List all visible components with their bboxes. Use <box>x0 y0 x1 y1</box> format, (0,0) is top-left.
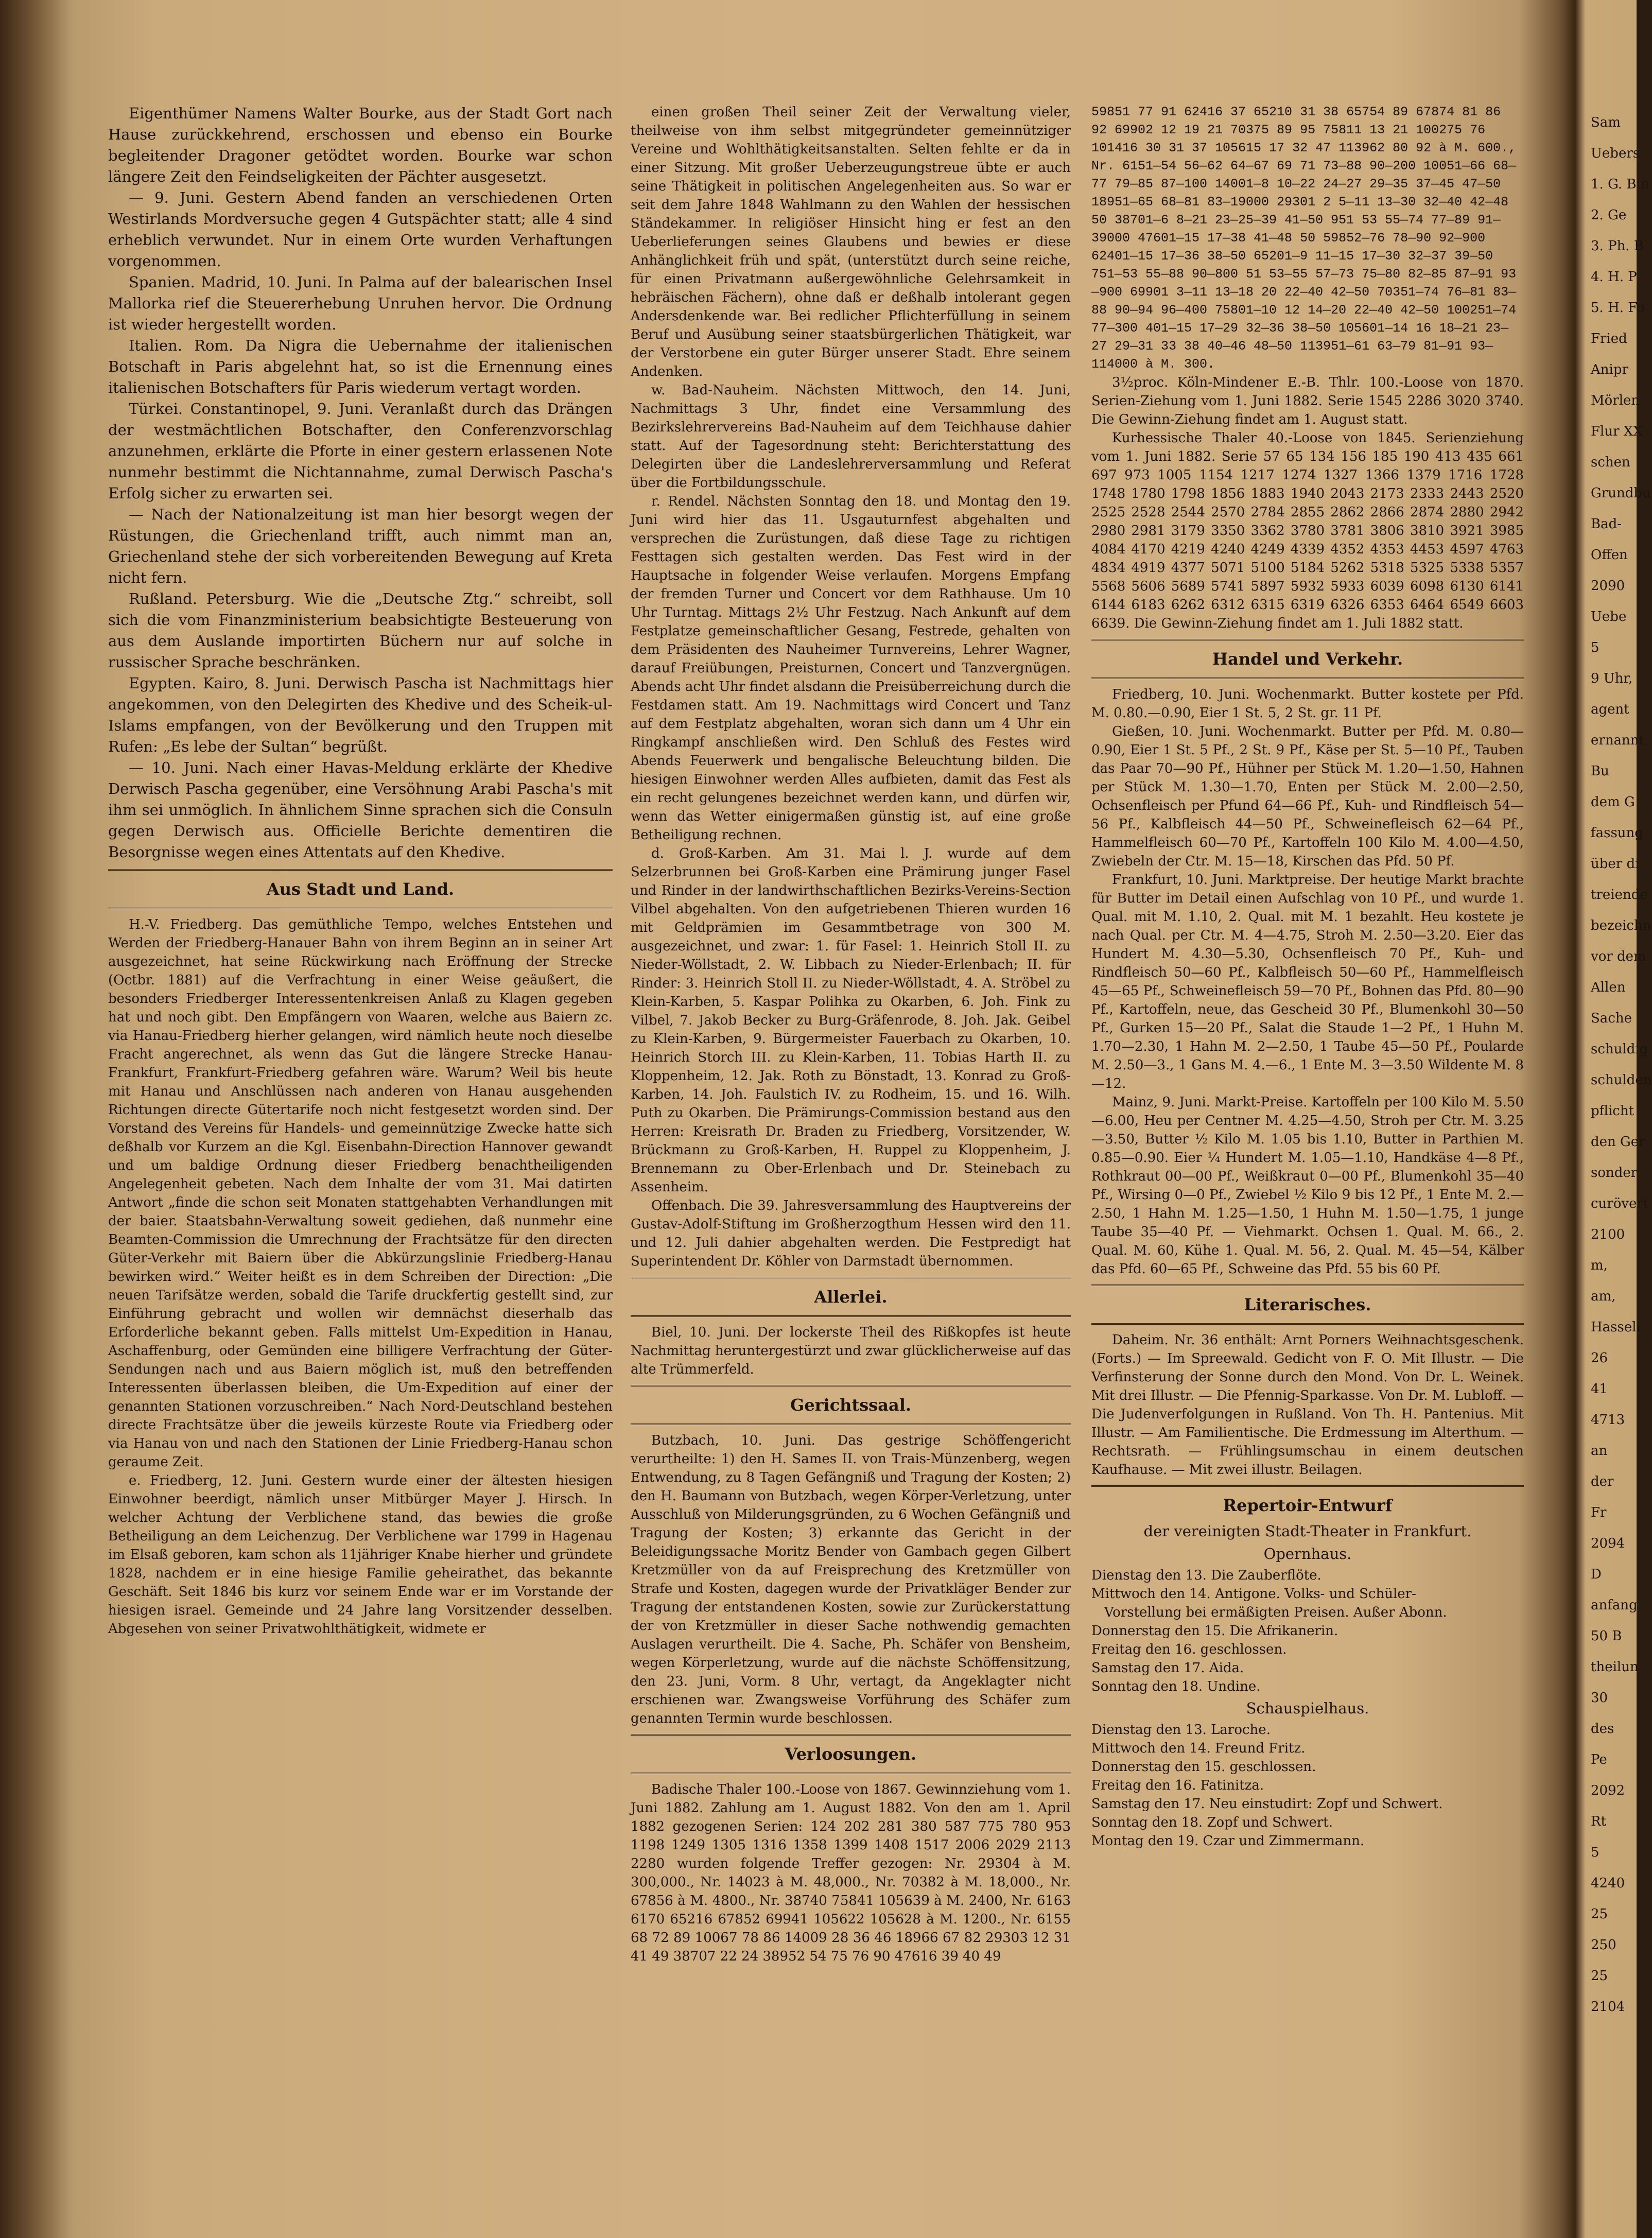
edge-fragment: 2. Ge <box>1591 207 1627 223</box>
local-news <box>108 915 613 1638</box>
edge-fragment: Rt <box>1591 1814 1607 1829</box>
edge-fragment: schulden <box>1591 1072 1652 1088</box>
edge-fragment: 2100 <box>1591 1227 1625 1242</box>
opernhaus-heading: Opernhaus. <box>1263 1545 1352 1563</box>
edge-fragment: sonder <box>1591 1165 1638 1181</box>
edge-fragment: 5 <box>1591 640 1599 655</box>
opernhaus-entry: Donnerstag den 15. Die Afrikanerin. <box>1091 1623 1338 1639</box>
local-news-paragraph: H.-V. Friedberg. Das gemüthliche Tempo, welches Entstehen und Werden der Friedberg-Hanauer Bahn von ihrem Beginn an in seiner Art ausgezeichnet, hat seine Rückwirkung nach Eröffnung der Strecke (Octbr. 1881) auf die Verfrachtung in einer Weise geäußert, die besonders Friedberger Interessentenkreisen Anlaß zu Klagen gegeben hat und noch gibt. Den Empfängern von Waaren, welche aus Baiern zc. via Hanau-Friedberg hierher gelangen, wird nämlich heute noch dieselbe Fracht angerechnet, als wenn das Gut die längere Strecke Hanau-Frankfurt, Frankfurt-Friedberg gefahren wäre. Warum? Weil bis heute mit Hanau und Anschlüssen nach anderen von Hanau ausgehenden Richtungen directe Gütertarife noch nicht festgesetzt worden sind. Der Vorstand des Vereins für Handels- und gemeinnützige Zwecke hatte sich deßhalb vor Kurzem an die Kgl. Eisenbahn-Direction Hannover gewandt und um baldige Ordnung dieser Friedberg benachtheiligenden Angelegenheit gebeten. Nach dem Inhalte der vom 31. Mai datirten Antwort „finde die schon seit Monaten stattgehabten Verhandlungen mit der baier. Staatsbahn-Verwaltung soweit gediehen, daß nunmehr eine Beamten-Commission die Umrechnung der Frachtsätze für den directen Güter-Verkehr mit Baiern über die Abkürzungslinie Friedberg-Hanau bewirken wird.“ Weiter heißt es in dem Schreiben der Direction: „Die neuen Tarifsätze werden, sobald die Tarife druckfertig gestellt sind, zur Einführung gebracht und wollen wir demnächst dieserhalb das Erforderliche bekannt geben. Falls mittelst Um-Expedition in Hanau, Aschaffenburg, oder Gemünden eine billigere Verfrachtung der Güter-Sendungen nach und aus Baiern möglich ist, muß den betreffenden Interessenten überlassen bleiben, die Um-Expedition auf einer der genannten Stationen vorzuschreiben.“ Nach Nord-Deutschland bestehen directe Frachtsätze über die jeweils kürzeste Route via Friedberg oder via Hanau von und nach den Stationen der Linie Friedberg-Hanau schon geraume Zeit. <box>108 917 613 1470</box>
lottery-number-list: 59851 77 91 62416 37 65210 31 38 65754 89 67874 81 86 92 69902 12 19 21 70375 89 95 75811 13 21 100275 76 101416 30 31 37 105615 17 32 47 113962 80 92 à M. 600., Nr. 6151—54 56—62 64—67 69 71 73—88 90—200 10051—66 68—77 79—85 87—100 14001—8 10—22 24—27 29—35 37—45 47—50 18951—65 68—81 83—19000 29301 2 5—11 13—30 32—40 42—48 50 38701—6 8—21 23—25—39 41—50 951 53 55—74 77—89 91—39000 47601—15 17—38 41—48 50 59852—76 78—90 92—900 62401—15 17—36 38—50 65201—9 11—15 17—30 32—37 39—50 751—53 55—88 90—800 51 53—55 57—73 75—80 82—85 87—91 93—900 69901 3—11 13—18 20 22—40 42—50 70351—74 76—81 83—88 90—94 96—400 75801—10 12 14—20 22—40 42—50 100251—74 77—300 401—15 17—29 32—36 38—50 105601—14 16 18—21 23—27 29—31 33 38 40—46 48—50 113951—61 63—79 81—91 93—114000 à M. 300. <box>1091 105 1517 372</box>
edge-fragment: 3. Ph. B <box>1591 238 1644 254</box>
edge-fragment: pflicht <box>1591 1103 1634 1119</box>
market-report-paragraph: Mainz, 9. Juni. Markt-Preise. Kartoffeln per 100 Kilo M. 5.50—6.00, Heu per Centner M. 4.25—4.50, Stroh per Ctr. M. 3.25—3.50, Butter ½ Kilo M. 1.05 bis 1.10, Butter in Parthien M. 0.85—0.90. Eier ¼ Hundert M. 1.05—1.10, Handkäse 4—8 Pf., Rothkraut 00—00 Pf., Weißkraut 0—00 Pf., Blumenkohl 35—40 Pf., Wirsing 0—0 Pf., Zwiebel ½ Kilo 9 bis 12 Pf., 1 Ente M. 2.—2.50, 1 Hahn M. 1.25—1.50, 1 Huhn M. 1.50—1.75, 1 junge Taube 35—40 Pf. — Viehmarkt. Ochsen 1. Qual. M. 66., 2. Qual. M. 60, Kühe 1. Qual. M. 56, 2. Qual. M. 45—54, Kälber das Pfd. 60—65 Pf., Schweine das Pfd. 55 bis 60 Pf. <box>1091 1095 1524 1277</box>
news-paragraph: Türkei. Constantinopel, 9. Juni. Veranlaßt durch das Drängen der westmächtlichen Botschafter, den Conferenzvorschlag anzunehmen, erklärte die Pforte in einer gestern erlassenen Note nunmehr bestimmt die Nichtannahme, zumal Derwisch Pascha's Erfolg sicher zu erwarten sei. <box>108 400 613 502</box>
market-report-paragraph: Frankfurt, 10. Juni. Marktpreise. Der heutige Markt brachte für Butter im Detail einen Aufschlag von 10 Pf., und wurde 1. Qual. mit M. 1.10, 2. Qual. mit M. 1 bezahlt. Heu kostete je nach Qual. per Ctr. M. 4—4.75, Stroh M. 2.50—3.20. Eier das Hundert M. 4.30—5.30, Ochsenfleisch 70 Pf., Kuh- und Rindfleisch 50—60 Pf., Kalbfleisch 50—60 Pf., Hammelfleisch 45—65 Pf., Schweinefleisch 59—70 Pf., Bohnen das Pfd. 80—90 Pf., Kartoffeln, neue, das Gescheid 30 Pf., Blumenkohl 30—50 Pf., Gurken 15—20 Pf., Salat die Staude 1—2 Pf., 1 Huhn M. 1.70—2.30, 1 Hahn M. 2—2.50, 1 Taube 45—50 Pf., Poularde M. 2.50—3., 1 Gans M. 4.—6., 1 Ente M. 3—3.50 Wildente M. 8—12. <box>1091 872 1524 1091</box>
market-report-paragraph: Friedberg, 10. Juni. Wochenmarkt. Butter kostete per Pfd. M. 0.80.—0.90, Eier 1 St. 5, 2 St. gr. 11 Pf. <box>1091 687 1524 721</box>
divider <box>631 1773 1071 1774</box>
edge-fragment: 41 <box>1591 1381 1608 1397</box>
edge-fragment: 30 <box>1591 1690 1608 1706</box>
verloosung-koeln-mindener: 3½proc. Köln-Mindener E.-B. Thlr. 100.-Loose von 1870. Serien-Ziehung vom 1. Juni 1882. Serie 1545 2286 3020 3740. Die Gewinn-Ziehung findet am 1. August statt. <box>1091 375 1524 427</box>
heading-verloosungen: Verloosungen. <box>785 1744 917 1764</box>
divider <box>1091 1323 1524 1325</box>
heading-allerlei: Allerlei. <box>814 1287 888 1307</box>
schauspielhaus-heading: Schauspielhaus. <box>1246 1699 1369 1717</box>
schauspielhaus-schedule <box>1091 1721 1524 1850</box>
news-paragraph: — Nach der Nationalzeitung ist man hier besorgt wegen der Rüstungen, die Griechenland trifft, auch nimmt man an, Griechenland stehe der sich vorbereitenden Bewegung auf Kreta nicht fern. <box>108 506 613 586</box>
news-paragraph: Spanien. Madrid, 10. Juni. In Palma auf der balearischen Insel Mallorka rief die Steuererhebung Unruhen hervor. Die Ordnung ist wieder hergestellt worden. <box>108 273 613 333</box>
local-news-paragraph: r. Rendel. Nächsten Sonntag den 18. und Montag den 19. Juni wird hier das 11. Usgauturnfest abgehalten und versprechen die Zurüstungen, daß diese Tage zu richtigen Festtagen sich gestalten werden. Das Fest wird in der Hauptsache in folgender Weise verlaufen. Morgens Empfang der fremden Turner und Concert vor dem Rathhause. Um 10 Uhr Turntag. Mittags 2½ Uhr Festzug. Nach Ankunft auf dem Festplatze gemeinschaftlicher Gesang, Festrede, gehalten von dem Präsidenten des Nauheimer Turnvereins, Lehrer Wagner, darauf Freiübungen, Preisturnen, Concert und Tanzvergnügen. Abends acht Uhr findet alsdann die Preisüberreichung durch die Festdamen statt. Am 19. Nachmittags wird Concert und Tanz auf dem Festplatz abgehalten, woran sich dann um 4 Uhr ein Ringkampf anschließen wird. Den Schluß des Festes wird Abends Feuerwerk und bengalische Beleuchtung bilden. Die hiesigen Einwohner werden Alles aufbieten, damit das Fest als ein recht gelungenes bezeichnet werden kann, und dürfen wir, wenn das Wetter einigermaßen günstig ist, auf eine große Betheiligung rechnen. <box>631 494 1071 843</box>
local-news-paragraph: Offenbach. Die 39. Jahresversammlung des Hauptvereins der Gustav-Adolf-Stiftung im Großherzogthum Hessen wird den 11. und 12. Juli dahier abgehalten werden. Die Festpredigt hat Superintendent Dr. Köhler von Darmstadt übernommen. <box>631 1198 1071 1269</box>
edge-fragment: Mörlen <box>1591 393 1640 408</box>
edge-fragment: theilun <box>1591 1659 1639 1675</box>
divider <box>631 1315 1071 1317</box>
edge-fragment: treiende <box>1591 887 1648 903</box>
edge-fragment: Hasseli <box>1591 1320 1641 1335</box>
news-paragraph: Egypten. Kairo, 8. Juni. Derwisch Pascha ist Nachmittags hier angekommen, von den Delegirten des Khedive und des Scheik-ul-Islams empfangen, von der Bevölkerung und den Truppen mit Rufen: „Es lebe der Sultan“ begrüßt. <box>108 674 613 755</box>
opernhaus-entry: Dienstag den 13. Die Zauberflöte. <box>1091 1568 1321 1583</box>
edge-fragment: 2104 <box>1591 1999 1625 2015</box>
edge-fragment: 9 Uhr, <box>1591 671 1633 686</box>
edge-fragment: 4240 <box>1591 1876 1625 1891</box>
opernhaus-entry: Vorstellung bei ermäßigten Preisen. Außer Abonn. <box>1091 1605 1447 1620</box>
edge-fragment: Grundbu <box>1591 485 1651 501</box>
edge-fragment: 5. H. Fo <box>1591 300 1645 316</box>
edge-fragment: Pe <box>1591 1752 1607 1767</box>
edge-fragment: bezeichn <box>1591 918 1651 933</box>
edge-fragment: Sam <box>1591 115 1621 130</box>
divider <box>631 1385 1071 1386</box>
edge-fragment: Fr <box>1591 1505 1607 1520</box>
verloosung-kurhessische-thaler: Kurhessische Thaler 40.-Loose von 1845. Serienziehung vom 1. Juni 1882. Serie 57 65 134 156 185 190 413 435 661 697 973 1005 1154 1217 1274 1327 1366 1379 1716 1728 1748 1780 1798 1856 1883 1940 2043 2173 2333 2443 2520 2525 2528 2544 2570 2784 2855 2862 2866 2874 2880 2942 2980 2981 3179 3350 3362 3780 3781 3806 3810 3921 3985 4084 4170 4219 4240 4249 4339 4352 4353 4453 4597 4763 4834 4919 4377 5071 5100 5184 5262 5318 5325 5338 5357 5568 5606 5689 5741 5897 5932 5933 6039 6098 6130 6141 6144 6183 6262 6312 6315 6319 6326 6353 6464 6549 6603 6639. Die Gewinn-Ziehung findet am 1. Juli 1882 statt. <box>1091 430 1524 631</box>
edge-fragment: Flur XX <box>1591 424 1643 439</box>
market-report-paragraph: Gießen, 10. Juni. Wochenmarkt. Butter per Pfd. M. 0.80—0.90, Eier 1 St. 5 Pf., 2 St. 9 Pf., Käse per St. 5—10 Pf., Tauben das Paar 70—90 Pf., Hühner per Stück M. 1.20—1.50, Hahnen per Stück M. 1.30—1.70, Enten per Stück M. 2.00—2.50, Ochsenfleisch per Pfund 64—66 Pf., Kuh- und Rindfleisch 54—56 Pf., Kalbfleisch 44—50 Pf., Schweinefleisch 62—64 Pf., Hammelfleisch 60—70 Pf., Kartoffeln 100 Kilo M. 4.00—4.50, Zwiebeln der Ctr. M. 15—18, Kirschen das Pfd. 50 Pf. <box>1091 724 1524 869</box>
foreign-news <box>108 103 613 863</box>
edge-fragment: 250 <box>1591 1937 1616 1953</box>
edge-fragment: 2092 <box>1591 1783 1625 1798</box>
adjacent-page-edge <box>1591 103 1652 2162</box>
heading-repertoir-entwurf: Repertoir-Entwurf <box>1223 1496 1393 1515</box>
edge-fragment: 5 <box>1591 1845 1599 1860</box>
edge-fragment: curövert <box>1591 1196 1649 1211</box>
edge-fragment: 1. G. Bin <box>1591 177 1649 192</box>
news-paragraph: Rußland. Petersburg. Wie die „Deutsche Ztg.“ schreibt, soll sich die vom Finanzministerium beabsichtigte Besteuerung von aus dem Auslande importirten Büchern nur auf solche in russischer Sprache beschränken. <box>108 590 613 671</box>
column-3 <box>1091 103 1524 2162</box>
heading-aus-stadt-und-land: Aus Stadt und Land. <box>266 879 455 899</box>
literarisches-text: Daheim. Nr. 36 enthält: Arnt Porners Weihnachtsgeschenk. (Forts.) — Im Spreewald. Gedicht von F. O. Mit Illustr. — Die Verfinsterung der Sonne durch den Mond. Von Dr. L. Weinek. Mit drei Illustr. — Die Pfennig-Sparkasse. Von Dr. M. Lubloff. — Die Judenverfolgungen in Rußland. Von Th. H. Pantenius. Mit Illustr. — Am Familientische. Die Erdmessung im Alterthum. — Rechtsrath. — Frühlingsumschau in einem deutschen Kaufhause. — Mit zwei illustr. Beilagen. <box>1091 1332 1524 1478</box>
local-news-continued <box>631 103 1071 1271</box>
heading-literarisches: Literarisches. <box>1244 1295 1371 1314</box>
edge-fragment: Uebe <box>1591 609 1627 624</box>
divider <box>631 1734 1071 1736</box>
local-news-paragraph: d. Groß-Karben. Am 31. Mai l. J. wurde auf dem Selzerbrunnen bei Groß-Karben eine Prämirung junger Fasel und Rinder in der landwirthschaftlichen Bezirks-Vereins-Section Vilbel abgehalten. Von den aufgetriebenen Thieren wurden 16 mit Geldprämien im Gesammtbetrage von 300 M. ausgezeichnet, und zwar: 1. für Fasel: 1. Heinrich Stoll II. zu Nieder-Wöllstadt, 2. W. Libbach zu Nieder-Erlenbach; II. für Rinder: 3. Heinrich Stoll II. zu Nieder-Wöllstadt, 4. A. Ströbel zu Klein-Karben, 5. Kaspar Polihka zu Okarben, 6. Joh. Fink zu Vilbel, 7. Jakob Becker zu Burg-Gräfenrode, 8. Joh. Jak. Geibel zu Klein-Karben, 9. Bürgermeister Fauerbach zu Okarben, 10. Heinrich Storch III. zu Klein-Karben, 11. Tobias Harth II. zu Kloppenheim, 12. Jak. Roth zu Bönstadt, 13. Konrad zu Groß-Karben, 14. Joh. Faulstich IV. zu Rodheim, 15. und 16. Wilh. Puth zu Okarben. Die Prämirungs-Commission bestand aus den Herren: Kreisrath Dr. Braden zu Friedberg, Vorsitzender, W. Brückmann zu Groß-Karben, H. Ruppel zu Kloppenheim, J. Brennemann zu Ober-Erlenbach und Dr. Steinebach zu Assenheim. <box>631 846 1071 1195</box>
schauspielhaus-entry: Donnerstag den 15. geschlossen. <box>1091 1759 1316 1775</box>
edge-fragment: 4. H. P <box>1591 269 1637 285</box>
edge-fragment: schuldig <box>1591 1042 1648 1057</box>
schauspielhaus-entry: Montag den 19. Czar und Zimmermann. <box>1091 1833 1365 1849</box>
edge-fragment: schen <box>1591 455 1630 470</box>
edge-fragment: D <box>1591 1567 1602 1582</box>
opernhaus-entry: Sonntag den 18. Undine. <box>1091 1679 1261 1694</box>
edge-fragment: Offen <box>1591 547 1628 563</box>
divider <box>631 1277 1071 1278</box>
heading-gerichtssaal: Gerichtssaal. <box>790 1395 912 1415</box>
edge-fragment: 50 B <box>1591 1628 1622 1644</box>
divider <box>1091 678 1524 679</box>
divider <box>1091 639 1524 640</box>
divider <box>1091 1285 1524 1286</box>
schauspielhaus-entry: Sonntag den 18. Zopf und Schwert. <box>1091 1815 1333 1830</box>
market-reports <box>1091 685 1524 1278</box>
local-news-paragraph: e. Friedberg, 12. Juni. Gestern wurde einer der ältesten hiesigen Einwohner beerdigt, nämlich unser Mitbürger Mayer J. Hirsch. In welcher Achtung der Verblichene stand, das bewies die große Betheiligung an dem Leichenzug. Der Verblichene war 1799 in Hagenau im Elsaß geboren, kam schon als 11jähriger Knabe hierher und gründete 1828, nachdem er in eine hiesige Familie geheirathet, das bekannte Geschäft. Seit 1846 bis kurz vor seinem Ende war er im Vorstande der hiesigen israel. Gemeinde und 24 Jahre lang Vorsitzender desselben. Abgesehen von seiner Privatwohlthätigkeit, widmete er <box>108 1473 613 1637</box>
edge-fragment: ernannt <box>1591 733 1644 748</box>
edge-fragment: der <box>1591 1474 1614 1489</box>
schauspielhaus-entry: Freitag den 16. Fatinitza. <box>1091 1778 1264 1793</box>
edge-fragment: Bu <box>1591 764 1609 779</box>
edge-fragment: 4713 <box>1591 1412 1625 1428</box>
edge-fragment: Sache <box>1591 1011 1632 1026</box>
allerlei-text: Biel, 10. Juni. Der lockerste Theil des Rißkopfes ist heute Nachmittag heruntergestürzt und zwar glücklicherweise auf das alte Trümmerfeld. <box>631 1325 1071 1377</box>
opernhaus-schedule <box>1091 1566 1524 1696</box>
heading-handel-und-verkehr: Handel und Verkehr. <box>1212 649 1403 669</box>
schauspielhaus-entry: Mittwoch den 14. Freund Fritz. <box>1091 1741 1306 1756</box>
divider <box>1091 1485 1524 1487</box>
opernhaus-entry: Mittwoch den 14. Antigone. Volks- und Schüler- <box>1091 1586 1416 1602</box>
divider <box>631 1424 1071 1425</box>
edge-fragment: m, <box>1591 1258 1608 1273</box>
verloosung-badische-thaler: Badische Thaler 100.-Loose von 1867. Gewinnziehung vom 1. Juni 1882. Zahlung am 1. August 1882. Von den am 1. April 1882 gezogenen Serien: 124 202 281 380 587 775 780 953 1198 1249 1305 1316 1358 1399 1408 1517 2006 2029 2113 2280 wurden folgende Treffer gezogen: Nr. 29304 à M. 300,000., Nr. 14023 à M. 48,000., Nr. 70382 à M. 18,000., Nr. 67856 à M. 4800., Nr. 38740 75841 105639 à M. 2400, Nr. 6163 6170 65216 67852 69941 105622 105628 à M. 1200., Nr. 6155 68 72 89 10067 78 86 14009 28 36 46 18966 67 82 29303 12 31 41 49 38707 22 24 38952 54 75 76 90 47616 39 40 49 <box>631 1782 1071 1964</box>
edge-fragment: des <box>1591 1721 1614 1737</box>
local-news-paragraph: w. Bad-Nauheim. Nächsten Mittwoch, den 14. Juni, Nachmittags 3 Uhr, findet eine Versammlung des Bezirkslehrervereins Bad-Nauheim auf dem Teichhause dahier statt. Auf der Tagesordnung steht: Berichterstattung des Delegirten über die Landeslehrerversammlung und Referat über die Fortbildungsschule. <box>631 383 1071 491</box>
edge-fragment: anfang <box>1591 1598 1638 1613</box>
edge-fragment: agent <box>1591 702 1629 717</box>
edge-fragment: an <box>1591 1443 1608 1459</box>
edge-fragment: vor dem <box>1591 949 1646 964</box>
edge-fragment: über di <box>1591 856 1640 872</box>
edge-fragment: Uebers <box>1591 146 1640 161</box>
schauspielhaus-entry: Samstag den 17. Neu einstudirt: Zopf und Schwert. <box>1091 1796 1443 1812</box>
column-2 <box>631 103 1071 2162</box>
divider <box>108 908 613 909</box>
gerichtssaal-text: Butzbach, 10. Juni. Das gestrige Schöffengericht verurtheilte: 1) den H. Sames II. von Trais-Münzenberg, wegen Entwendung, zu 8 Tagen Gefängniß und Tragung der Kosten; 2) den H. Baumann von Butzbach, wegen Körper-Verletzung, unter Ausschluß von Milderungsgründen, zu 6 Wochen Gefängniß und Tragung der Kosten; 3) erkannte das Gericht in der Beleidigungssache Moritz Bender von Gambach gegen Gilbert Kretzmüller von da auf Freisprechung des Kretzmüller von Strafe und Kosten, dagegen wurde der Privatkläger Bender zur Tragung der entstandenen Kosten, sowie zur Zurückerstattung der von Kretzmüller in dieser Sache nothwendig gemachten Auslagen verurtheilt. Die 4. Sache, Ph. Schäfer von Bensheim, wegen Körperletzung, wurde auf die nächste Schöffensitzung, den 23. Juni, Vorm. 8 Uhr, vertagt, da Angeklagter nicht erschienen war. Zwangsweise Vorführung des Schäfer zum genannten Termin wurde beschlossen. <box>631 1433 1071 1726</box>
news-paragraph: Italien. Rom. Da Nigra die Uebernahme der italienischen Botschaft in Paris abgelehnt hat, so ist die Ernennung eines italienischen Botschafters für Paris wiederum vertagt worden. <box>108 337 613 396</box>
repertoir-subheading: der vereinigten Stadt-Theater in Frankfurt. <box>1143 1522 1472 1540</box>
edge-fragment: 25 <box>1591 1906 1608 1922</box>
edge-fragment: dem G <box>1591 794 1635 810</box>
divider <box>108 869 613 871</box>
opernhaus-entry: Samstag den 17. Aida. <box>1091 1660 1244 1676</box>
edge-fragment: 2094 <box>1591 1536 1625 1551</box>
edge-fragment: Allen <box>1591 980 1626 995</box>
edge-fragment: den Ger <box>1591 1134 1645 1150</box>
edge-fragment: Anipr <box>1591 362 1628 377</box>
edge-fragment: fassung <box>1591 825 1643 841</box>
edge-fragment: 25 <box>1591 1968 1608 1984</box>
news-paragraph: — 9. Juni. Gestern Abend fanden an verschiedenen Orten Westirlands Mordversuche gegen 4 Gutspächter statt; alle 4 sind erheblich verwundet. Nur in einem Orte wurden Verhaftungen vorgenommen. <box>108 189 613 270</box>
edge-fragment: Fried <box>1591 331 1627 346</box>
edge-fragment: Bad- <box>1591 516 1622 532</box>
edge-fragment: 2090 <box>1591 578 1625 594</box>
edge-fragment: am, <box>1591 1289 1616 1304</box>
local-news-paragraph: einen großen Theil seiner Zeit der Verwaltung vieler, theilweise von ihm selbst mitgegründeter gemeinnütziger Vereine und Wohlthätigkeitsanstalten. Selten fehlte er da in einer Sitzung. Mit großer Ueberzeugungstreue übte er auch seine Thätigkeit in politischen Angelegenheiten aus. So war er seit dem Jahre 1848 Wahlmann zu den Wahlen der hessischen Ständekammer. In religiöser Hinsicht hing er fest an den Ueberlieferungen seines Glaubens und bewies er diese Anhänglichkeit früh und spät, (unterstützt durch seine reiche, für einen Privatmann außergewöhnliche Gelehrsamkeit in hebräischen Fächern), ohne daß er deßhalb intolerant gegen Andersdenkende war. Bei redlicher Pflichterfüllung in seinem Beruf und Ausübung seiner staatsbürgerlichen Thätigkeit, war der Verstorbene ein guter Bürger unserer Stadt. Ehre seinem Andenken. <box>631 105 1071 379</box>
schauspielhaus-entry: Dienstag den 13. Laroche. <box>1091 1722 1271 1738</box>
edge-fragment: 26 <box>1591 1350 1608 1366</box>
news-paragraph: Eigenthümer Namens Walter Bourke, aus der Stadt Gort nach Hause zurückkehrend, erschossen und ebenso ein Bourke begleitender Dragoner getödtet worden. Bourke war schon längere Zeit den Feindseligkeiten der Pächter ausgesetzt. <box>108 105 613 185</box>
opernhaus-entry: Freitag den 16. geschlossen. <box>1091 1642 1287 1657</box>
column-1 <box>108 103 613 2162</box>
news-paragraph: — 10. Juni. Nach einer Havas-Meldung erklärte der Khedive Derwisch Pascha gegenüber, eine Versöhnung Arabi Pascha's mit ihm sei unmöglich. In ähnlichem Sinne sprachen sich die Consuln gegen Derwisch aus. Officielle Berichte dementiren die Besorgnisse wegen eines Attentats auf den Khedive. <box>108 759 613 861</box>
